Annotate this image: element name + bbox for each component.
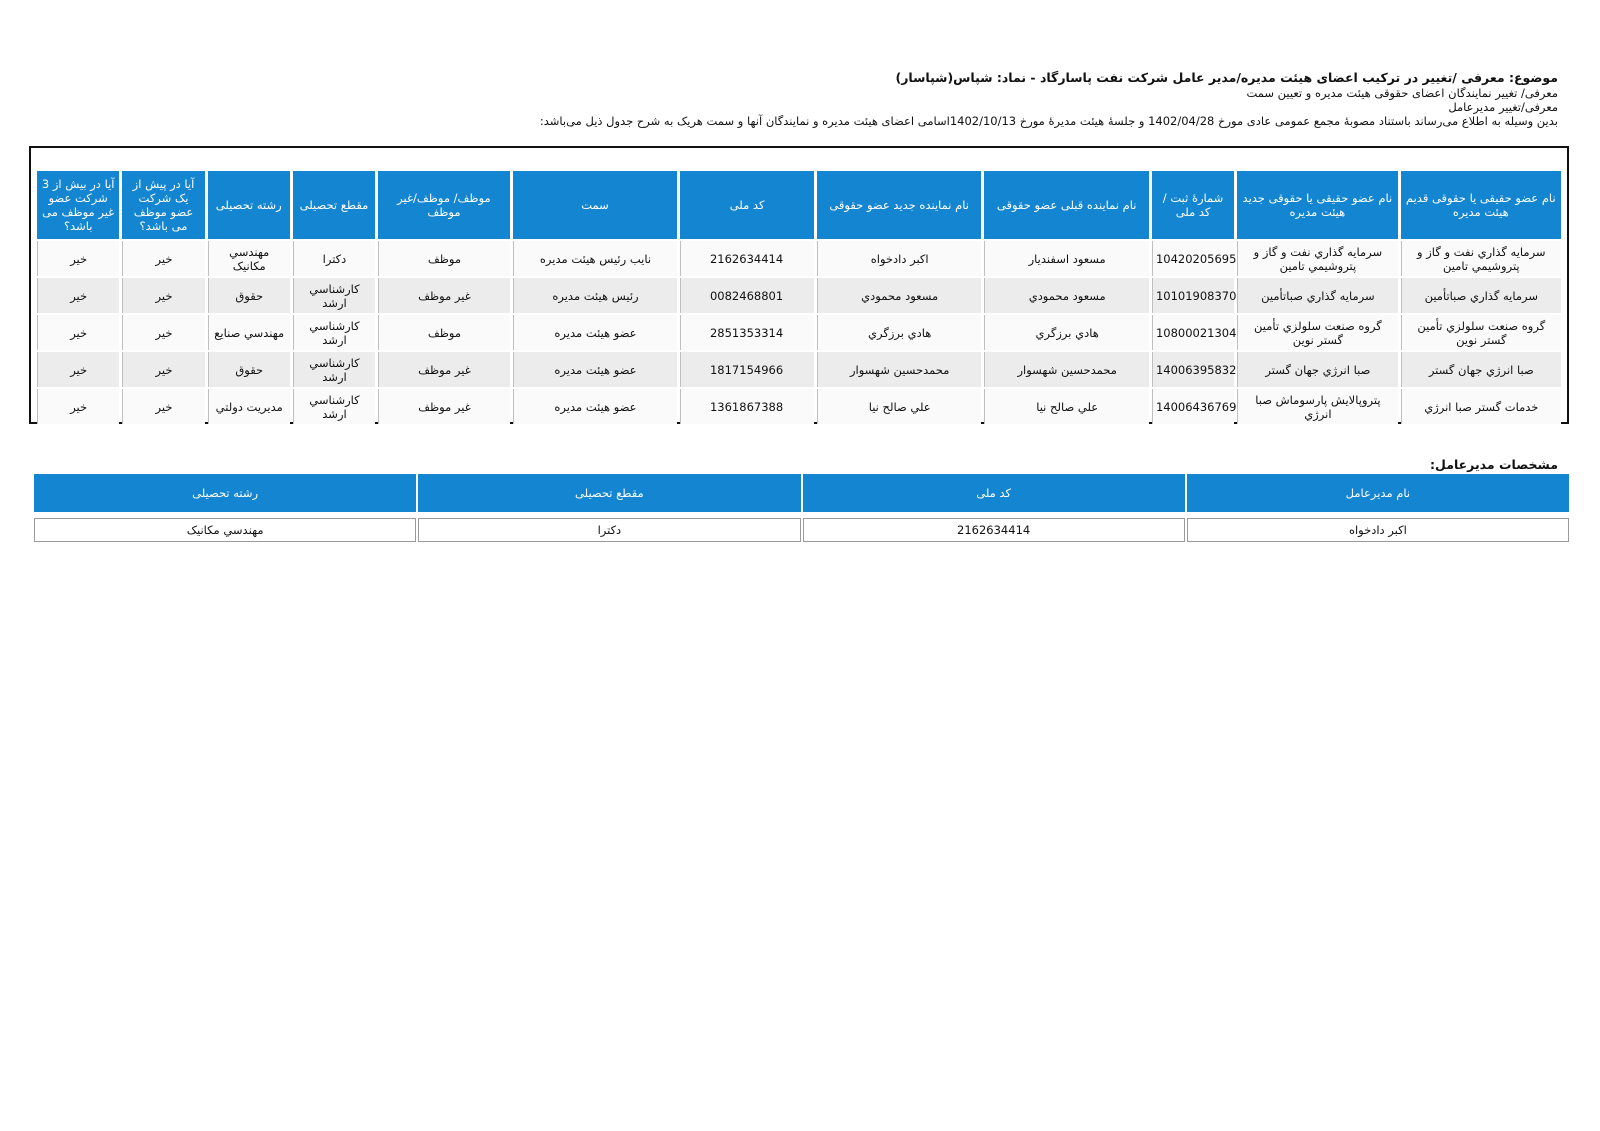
col-old-member: نام عضو حقیقی یا حقوقی قدیم هیئت مدیره: [1401, 171, 1561, 239]
cell-ceo-field: مهندسي مکانیک: [34, 518, 416, 542]
cell-new-representative: محمدحسین شهسوار: [817, 352, 982, 387]
cell-registration-id: 14006395832: [1152, 352, 1234, 387]
ceo-table-header: [32, 474, 1571, 512]
col-field-of-study: رشته تحصیلی: [208, 171, 290, 239]
cell-degree: کارشناسي ارشد: [293, 352, 375, 387]
cell-field-of-study: مهندسي صنایع: [208, 315, 290, 350]
cell-multi-nonexecutive: خیر: [37, 389, 119, 424]
col-ceo-degree: مقطع تحصیلی: [418, 474, 800, 512]
cell-national-id: 2162634414: [680, 241, 814, 276]
announcement-header: [358, 70, 1558, 128]
board-header-row: [37, 171, 1561, 239]
board-members-frame: [29, 146, 1569, 424]
cell-executive-status: موظف: [378, 241, 510, 276]
cell-new-member: سرمایه گذاري نفت و گاز و پتروشیمي تامین: [1237, 241, 1397, 276]
cell-degree: کارشناسي ارشد: [293, 315, 375, 350]
col-ceo-field: رشته تحصیلی: [34, 474, 416, 512]
cell-old-member: سرمایه گذاري صباتأمین: [1401, 278, 1561, 313]
cell-position: رئیس هیئت مدیره: [513, 278, 678, 313]
cell-registration-id: 10101908370: [1152, 278, 1234, 313]
cell-ceo-national-id: 2162634414: [803, 518, 1185, 542]
table-row: [37, 352, 1561, 387]
col-new-member: نام عضو حقیقی یا حقوقی جدید هیئت مدیره: [1237, 171, 1397, 239]
table-row: [37, 315, 1561, 350]
cell-position: عضو هیئت مدیره: [513, 352, 678, 387]
cell-previous-representative: مسعود محمودي: [984, 278, 1149, 313]
cell-executive-status: غیر موظف: [378, 352, 510, 387]
col-ceo-national-id: کد ملی: [803, 474, 1185, 512]
cell-multi-nonexecutive: خیر: [37, 241, 119, 276]
cell-registration-id: 14006436769: [1152, 389, 1234, 424]
cell-multi-nonexecutive: خیر: [37, 352, 119, 387]
cell-multi-nonexecutive: خیر: [37, 315, 119, 350]
cell-new-member: گروه صنعت سلولزي تأمین گستر نوین: [1237, 315, 1397, 350]
cell-position: نایب رئیس هیئت مدیره: [513, 241, 678, 276]
cell-executive-status: موظف: [378, 315, 510, 350]
col-registration-id: شمارهٔ ثبت / کد ملی: [1152, 171, 1234, 239]
cell-ceo-name: اکبر دادخواه: [1187, 518, 1569, 542]
cell-old-member: خدمات گستر صبا انرژي: [1401, 389, 1561, 424]
cell-multi-executive: خیر: [122, 389, 204, 424]
cell-multi-executive: خیر: [122, 278, 204, 313]
col-degree: مقطع تحصیلی: [293, 171, 375, 239]
col-executive-status: موظف/ موظف/غیر موظف: [378, 171, 510, 239]
cell-new-representative: علي صالح نیا: [817, 389, 982, 424]
table-row: [37, 241, 1561, 276]
cell-previous-representative: مسعود اسفندیار: [984, 241, 1149, 276]
cell-new-representative: اکبر دادخواه: [817, 241, 982, 276]
intro-line-3: بدین وسیله به اطلاع می‌رساند باستناد مصوبهٔ مجمع عمومی عادی مورخ 1402/04/28 و جلسهٔ هیئت مدیرهٔ مورخ 1402/10/13اسامی اعضای هیئت مدیره و نمایندگان آنها و سمت هریک به شرح جدول ذیل می‌باشد:: [539, 114, 1558, 128]
cell-field-of-study: مدیریت دولتي: [208, 389, 290, 424]
intro-line-1: معرفی/ تغییر نمایندگان اعضای حقوقی هیئت مدیره و تعیین سمت: [1246, 86, 1558, 100]
cell-field-of-study: حقوق: [208, 278, 290, 313]
cell-field-of-study: حقوق: [208, 352, 290, 387]
cell-degree: کارشناسي ارشد: [293, 389, 375, 424]
cell-executive-status: غیر موظف: [378, 278, 510, 313]
cell-previous-representative: علي صالح نیا: [984, 389, 1149, 424]
cell-new-member: پتروپالایش پارسوماش صبا انرژي: [1237, 389, 1397, 424]
cell-field-of-study: مهندسي مکانیک: [208, 241, 290, 276]
cell-old-member: سرمایه گذاري نفت و گاز و پتروشیمي تامین: [1401, 241, 1561, 276]
cell-new-representative: هادي برزگري: [817, 315, 982, 350]
cell-multi-nonexecutive: خیر: [37, 278, 119, 313]
cell-new-member: صبا انرژي جهان گستر: [1237, 352, 1397, 387]
ceo-header-row: [34, 474, 1569, 512]
ceo-table-body: [32, 518, 1571, 542]
board-members-table: [34, 169, 1564, 426]
intro-line-2: معرفی/تغییر مدیرعامل: [1448, 100, 1558, 114]
cell-new-representative: مسعود محمودي: [817, 278, 982, 313]
col-new-representative: نام نماینده جدید عضو حقوقی: [817, 171, 982, 239]
cell-multi-executive: خیر: [122, 352, 204, 387]
cell-previous-representative: هادي برزگري: [984, 315, 1149, 350]
cell-national-id: 0082468801: [680, 278, 814, 313]
cell-multi-executive: خیر: [122, 241, 204, 276]
cell-new-member: سرمایه گذاري صباتأمین: [1237, 278, 1397, 313]
cell-degree: دکترا: [293, 241, 375, 276]
cell-national-id: 1817154966: [680, 352, 814, 387]
cell-executive-status: غیر موظف: [378, 389, 510, 424]
table-row: [37, 389, 1561, 424]
subject-line: موضوع: معرفی /تغییر در ترکیب اعضای هیئت مدیره/مدیر عامل شرکت نفت پاسارگاد - نماد: شپاس(شپاسار): [895, 70, 1558, 85]
cell-ceo-degree: دکترا: [418, 518, 800, 542]
col-previous-representative: نام نماینده قبلی عضو حقوقی: [984, 171, 1149, 239]
cell-national-id: 2851353314: [680, 315, 814, 350]
ceo-section-title: مشخصات مدیرعامل:: [1430, 457, 1558, 472]
col-multi-nonexecutive: آیا در بیش از 3 شرکت عضو غیر موظف می باشد؟: [37, 171, 119, 239]
cell-national-id: 1361867388: [680, 389, 814, 424]
cell-position: عضو هیئت مدیره: [513, 389, 678, 424]
cell-multi-executive: خیر: [122, 315, 204, 350]
cell-old-member: صبا انرژي جهان گستر: [1401, 352, 1561, 387]
cell-position: عضو هیئت مدیره: [513, 315, 678, 350]
table-row: [37, 278, 1561, 313]
col-multi-executive: آیا در پیش از یک شرکت عضو موظف می باشد؟: [122, 171, 204, 239]
col-ceo-name: نام مدیرعامل: [1187, 474, 1569, 512]
cell-registration-id: 10800021304: [1152, 315, 1234, 350]
cell-previous-representative: محمدحسین شهسوار: [984, 352, 1149, 387]
table-row: [34, 518, 1569, 542]
cell-degree: کارشناسي ارشد: [293, 278, 375, 313]
col-national-id: کد ملی: [680, 171, 814, 239]
cell-registration-id: 10420205695: [1152, 241, 1234, 276]
cell-old-member: گروه صنعت سلولزي تأمین گستر نوین: [1401, 315, 1561, 350]
col-position: سمت: [513, 171, 678, 239]
